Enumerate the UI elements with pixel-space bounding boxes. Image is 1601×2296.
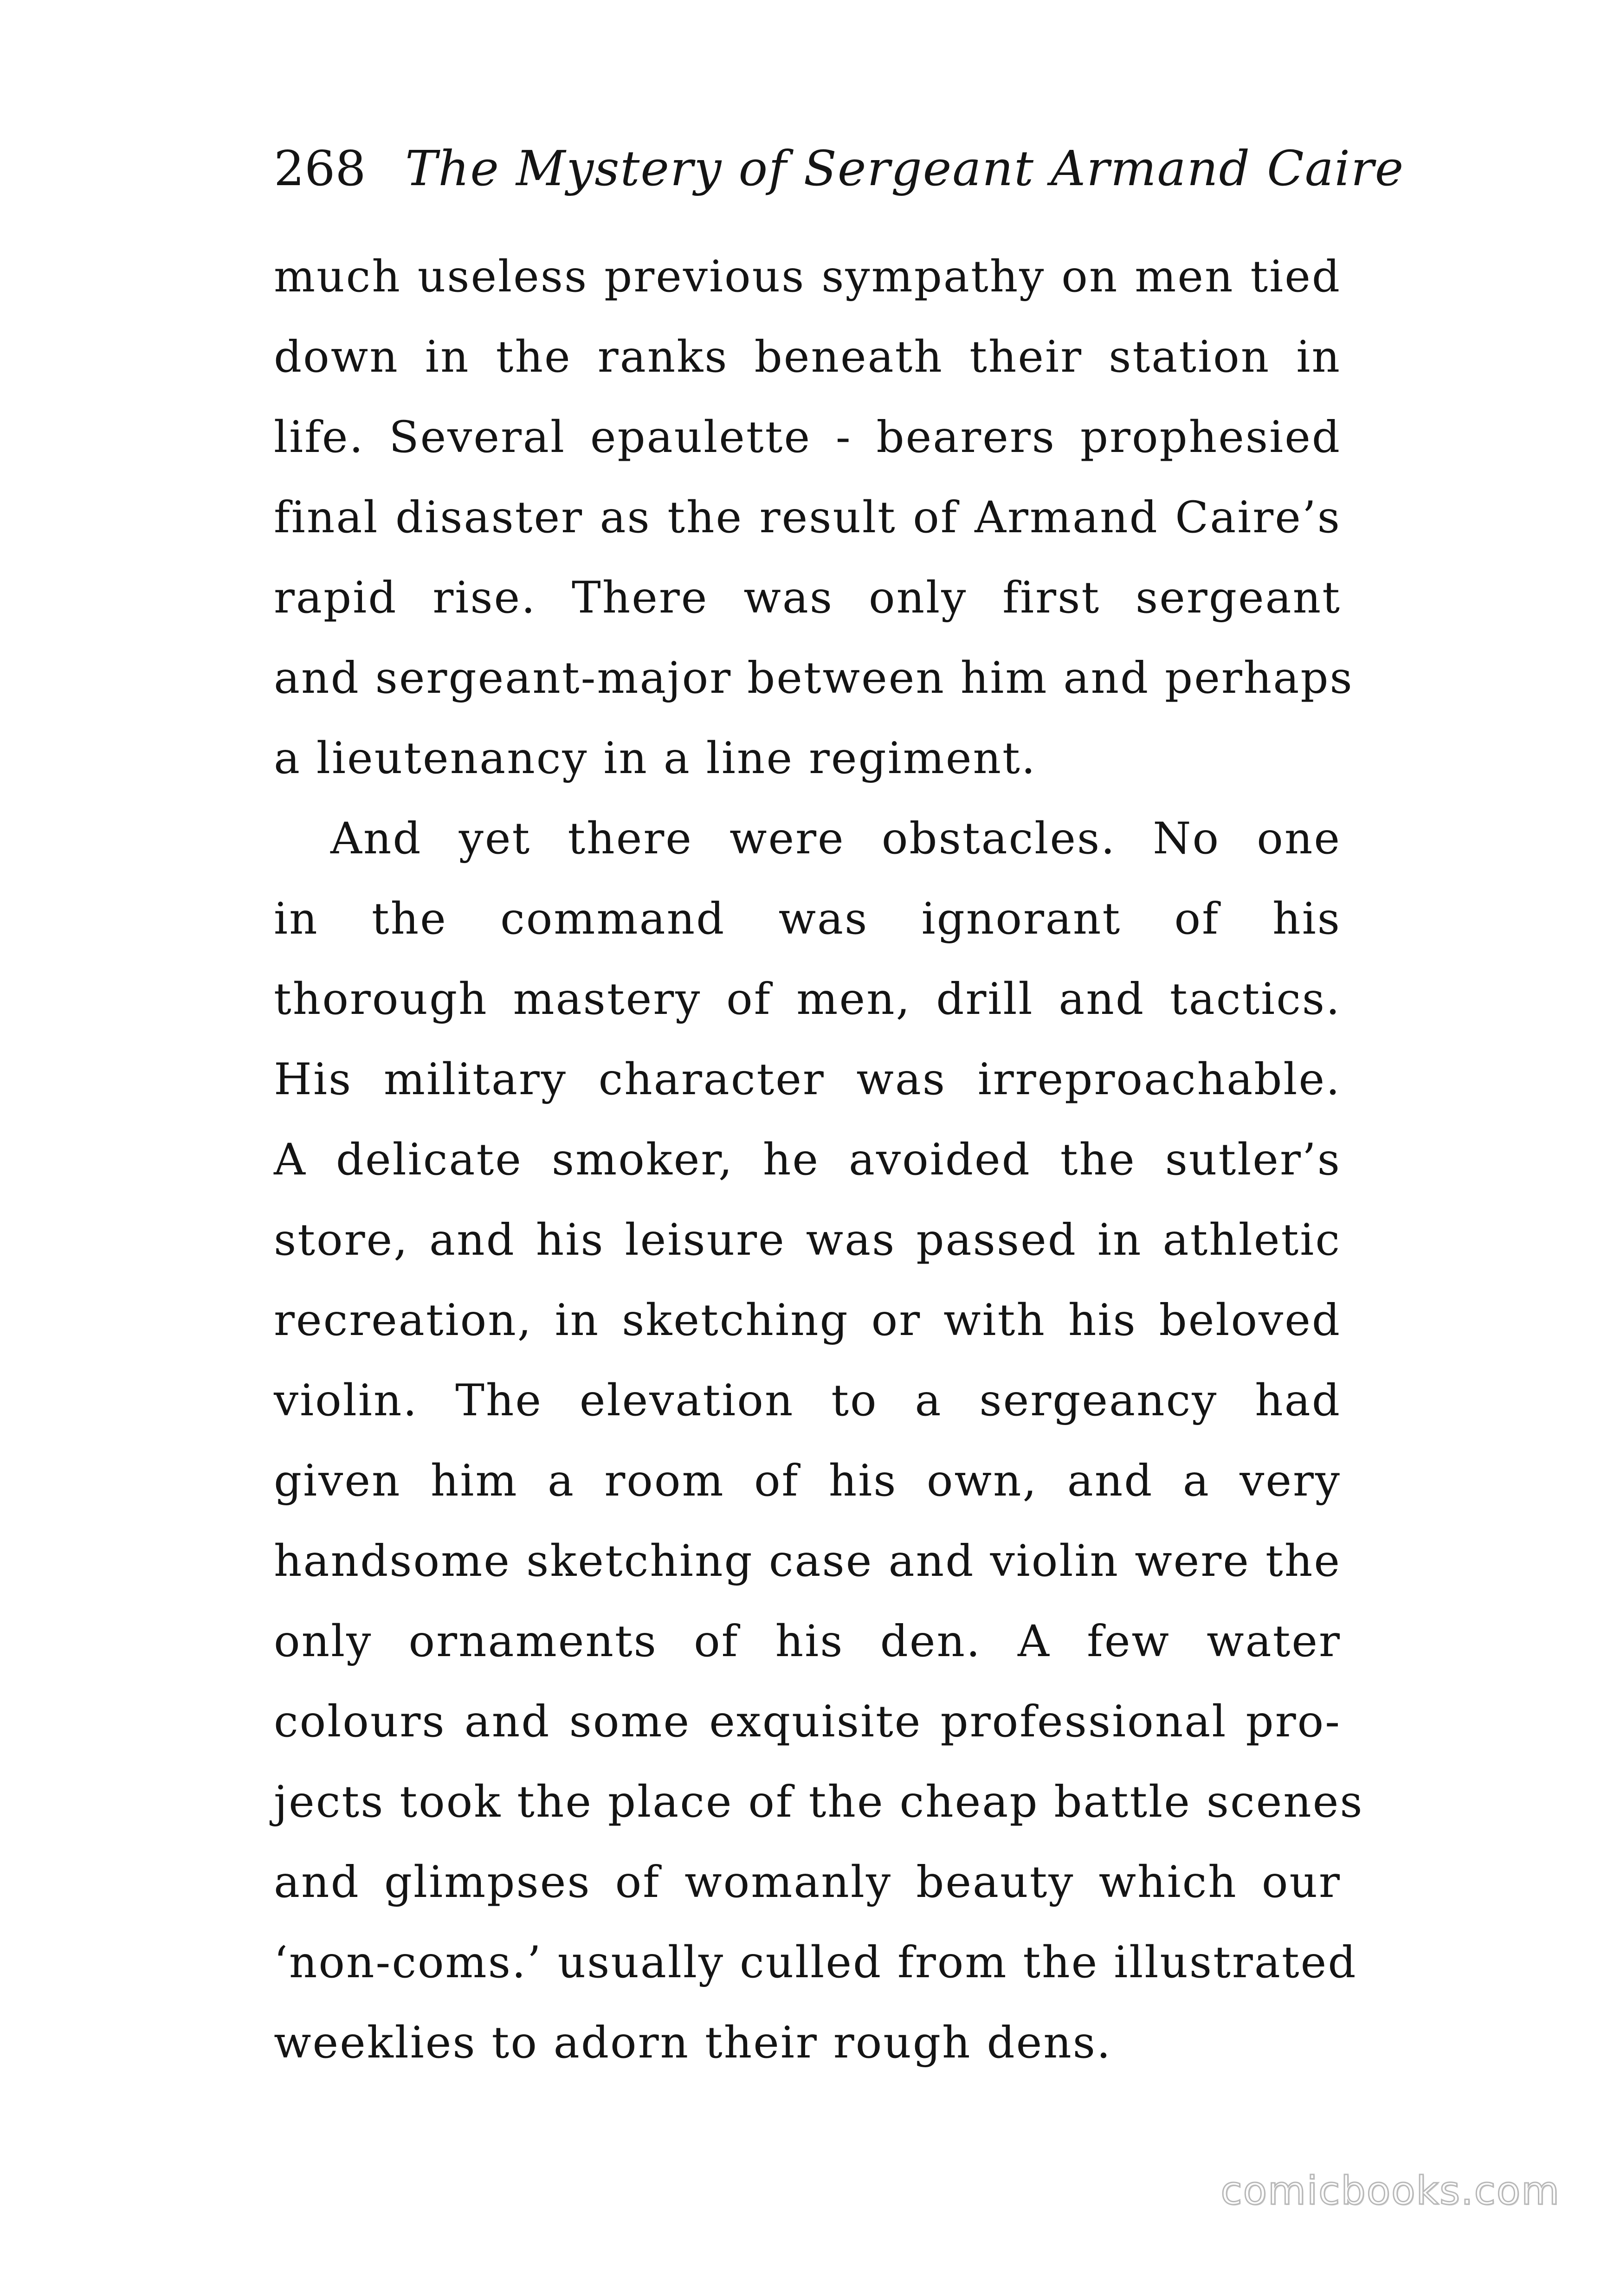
- text-line: ‘non-coms.’ usually culled from the illustrated: [274, 1937, 1357, 1988]
- text-line: A delicate smoker, he avoided the sutler’s: [274, 1135, 1341, 1185]
- text-line: given him a room of his own, and a very: [274, 1456, 1341, 1506]
- watermark: comicbooks.com: [1220, 2168, 1560, 2213]
- text-line: jects took the place of the cheap battle scenes: [274, 1777, 1364, 1827]
- body-text: [274, 237, 1364, 2083]
- text-line: and sergeant-major between him and perhaps: [274, 653, 1354, 703]
- running-title: The Mystery of Sergeant Armand Caire: [405, 140, 1405, 197]
- running-head: [274, 129, 1405, 208]
- page-number: 268: [274, 140, 366, 197]
- text-line: life. Several epaulette - bearers prophesied: [274, 412, 1341, 463]
- text-line: down in the ranks beneath their station in: [274, 332, 1341, 382]
- text-line: final disaster as the result of Armand Caire’s: [274, 492, 1341, 543]
- text-line: only ornaments of his den. A few water: [274, 1616, 1341, 1667]
- text-line: a lieutenancy in a line regiment.: [274, 733, 1037, 784]
- text-line: And yet there were obstacles. No one: [330, 813, 1341, 864]
- text-line: rapid rise. There was only first sergeant: [274, 573, 1341, 623]
- text-line: store, and his leisure was passed in athletic: [274, 1215, 1341, 1265]
- text-line: and glimpses of womanly beauty which our: [274, 1857, 1341, 1908]
- text-line: colours and some exquisite professional pro-: [274, 1696, 1341, 1747]
- paragraph-obstacles: [274, 799, 1364, 2083]
- text-line: thorough mastery of men, drill and tactics.: [274, 974, 1341, 1025]
- text-line: violin. The elevation to a sergeancy had: [274, 1375, 1341, 1426]
- text-line: weeklies to adorn their rough dens.: [274, 2018, 1112, 2068]
- text-line: much useless previous sympathy on men tied: [274, 252, 1341, 302]
- text-line: in the command was ignorant of his: [274, 894, 1341, 944]
- text-line: recreation, in sketching or with his beloved: [274, 1295, 1341, 1346]
- text-line: His military character was irreproachable.: [274, 1054, 1341, 1105]
- text-line: handsome sketching case and violin were the: [274, 1536, 1341, 1587]
- paragraph-continuation: [274, 237, 1354, 799]
